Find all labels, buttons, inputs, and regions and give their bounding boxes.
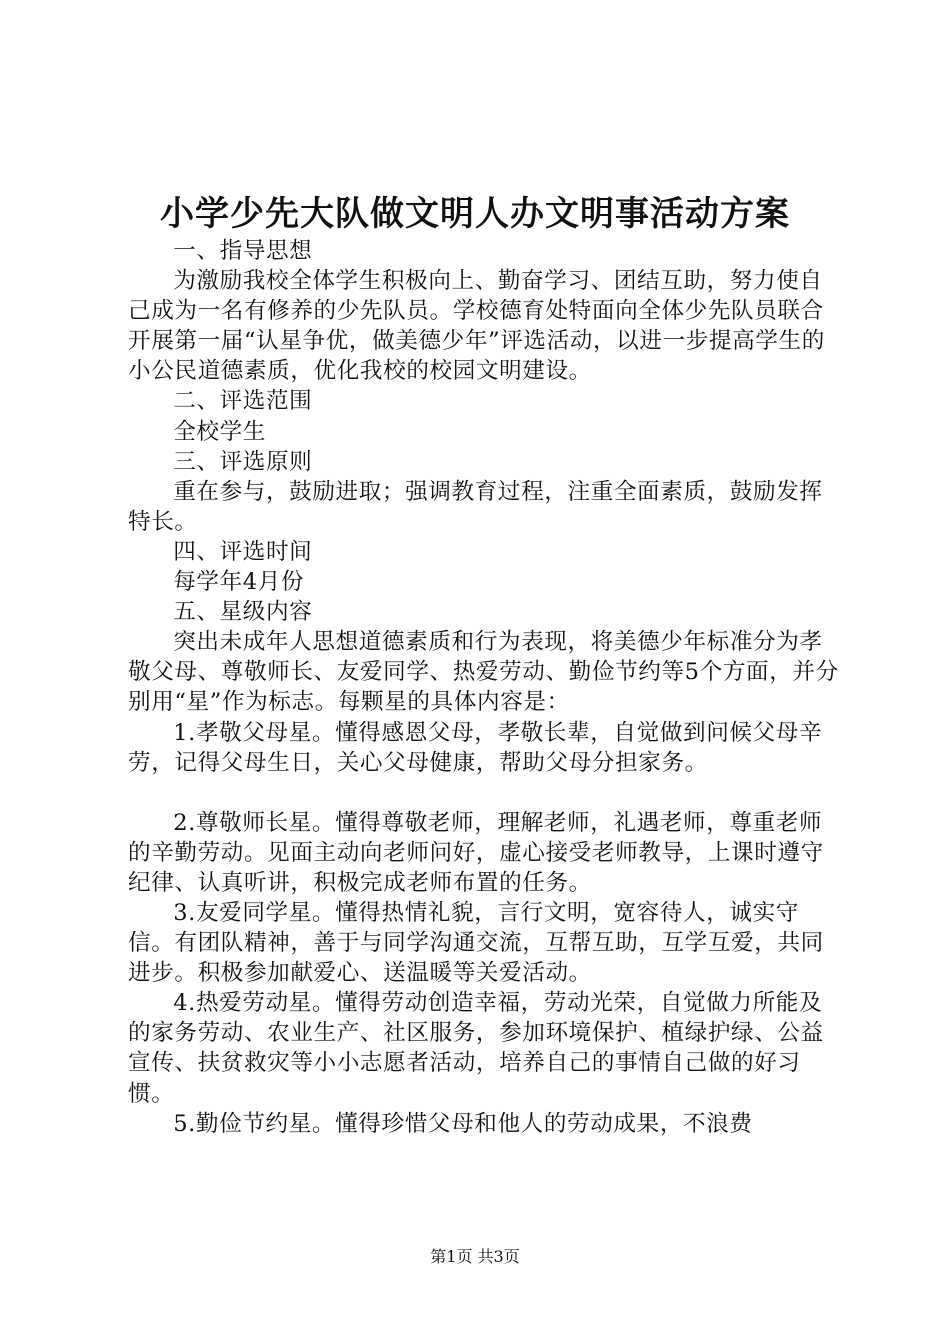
paragraph-time: 每学年4月份 [173,569,305,596]
paragraph-star-thrift: 5.勤俭节约星。懂得珍惜父母和他人的劳动成果，不浪费 [173,1110,753,1137]
paragraph-principles: 重在参与，鼓励进取；强调教育过程，注重全面素质，鼓励发挥特长。 [128,478,823,535]
page-footer: 第1页 共3页 [430,1247,520,1266]
section-heading-principles: 三、评选原则 [173,448,313,475]
section-heading-star-content: 五、星级内容 [173,599,313,626]
paragraph-star-intro: 突出未成年人思想道德素质和行为表现，将美德少年标准分为孝敬父母、尊敬师长、友爱同学、热爱劳动、勤俭节约等5个方面，并分别用“星”作为标志。每颗星的具体内容是： [128,629,839,716]
section-heading-guiding-thought: 一、指导思想 [173,238,313,264]
paragraph-star-respect-teachers: 2.尊敬师长星。懂得尊敬老师，理解老师，礼遇老师，尊重老师的辛勤劳动。见面主动向老师问好，虚心接受老师教导，上课时遵守纪律、认真听讲，积极完成老师布置的任务。 [128,809,824,896]
section-heading-scope: 二、评选范围 [173,388,313,415]
paragraph-star-friendly-classmates: 3.友爱同学星。懂得热情礼貌，言行文明，宽容待人，诚实守信。有团队精神，善于与同学沟通交流，互帮互助，互学互爱，共同进步。积极参加献爱心、送温暖等关爱活动。 [128,899,824,987]
paragraph-scope: 全校学生 [173,418,266,445]
paragraph-star-love-labor: 4.热爱劳动星。懂得劳动创造幸福，劳动光荣，自觉做力所能及的家务劳动、农业生产、社区服务，参加环境保护、植绿护绿、公益宣传、扶贫救灾等小小志愿者活动，培养自己的事情自己做的好习惯。 [128,990,824,1107]
paragraph-purpose: 为激励我校全体学生积极向上、勤奋学习、团结互助，努力使自己成为一名有修养的少先队员。学校德育处特面向全体少先队员联合开展第一届“认星争优，做美德少年”评选活动，以进一步提高学生的小公民道德素质，优化我校的校园文明建设。 [128,268,825,385]
document-title: 小学少先大队做文明人办文明事活动方案 [160,194,790,234]
section-heading-time: 四、评选时间 [173,538,313,565]
paragraph-star-filial: 1.孝敬父母星。懂得感恩父母，孝敬长辈，自觉做到问候父母辛劳，记得父母生日，关心父母健康，帮助父母分担家务。 [128,719,823,776]
document-body [128,236,844,1139]
